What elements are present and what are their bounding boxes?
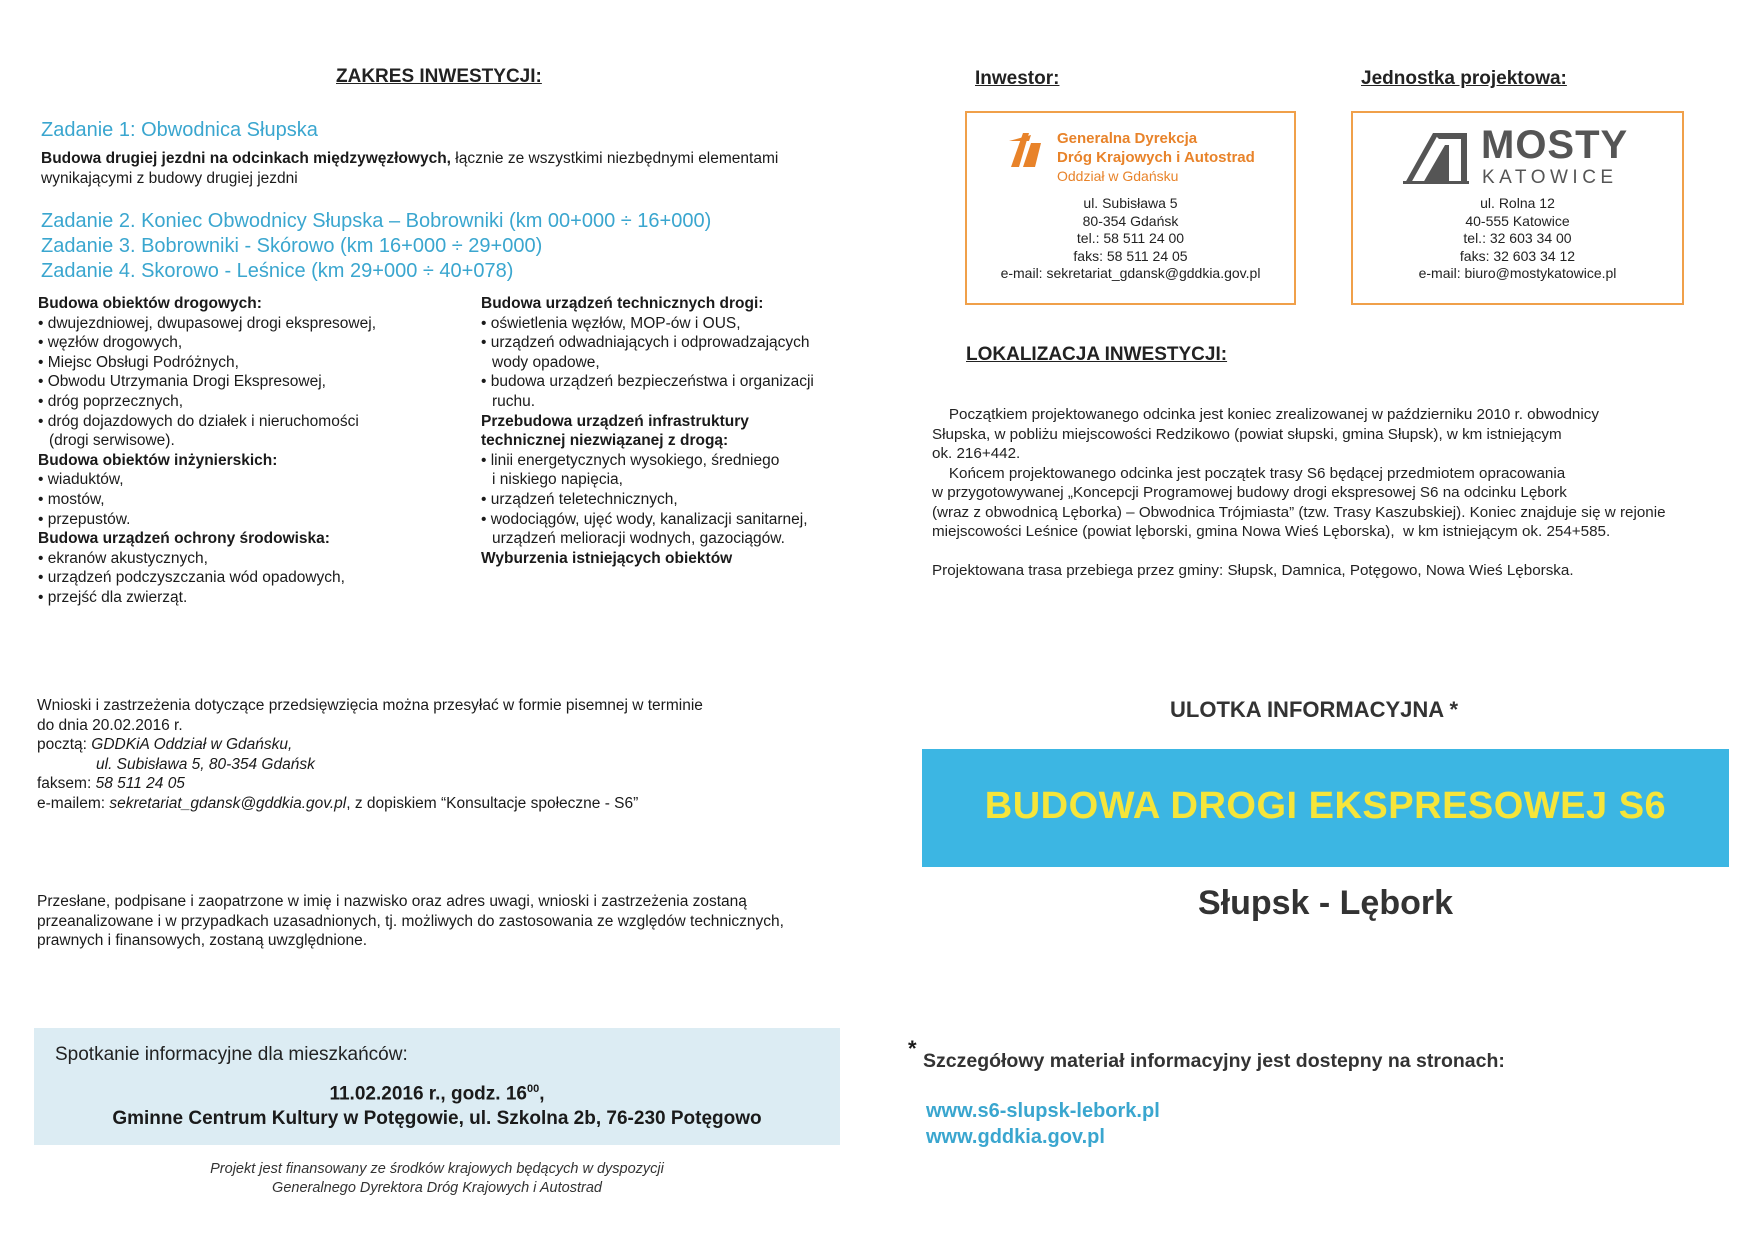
financing-note: Projekt jest finansowany ze środków krajowych będących w dyspozycji Generalnego Dyrektora Dróg Krajowych i Autostrad (210, 1161, 664, 1196)
list-item: Budowa obiektów drogowych: (38, 295, 262, 312)
location-line (932, 542, 1732, 562)
route-title: Słupsk - Lębork (1197, 884, 1454, 922)
list-item: • urządzeń teletechnicznych, (481, 490, 678, 508)
gddkia-logo-icon (1007, 129, 1045, 169)
list-item: • węzłów drogowych, (38, 334, 183, 352)
address-line: tel.: 58 511 24 00 (1076, 230, 1185, 246)
location-title: LOKALIZACJA INWESTYCJI: (966, 344, 1228, 365)
location-line: Słupska, w pobliżu miejscowości Redzikowo (powiat słupski, gmina Słupsk), w km istniejącym (932, 425, 1562, 443)
list-item: • dróg dojazdowych do działek i nieruchomości (38, 412, 359, 430)
location-line: Końcem projektowanego odcinka jest początek trasy S6 będącej przedmiotem opracowania (932, 464, 1566, 482)
banner (922, 749, 1729, 867)
location-line: Projektowana trasa przebiega przez gminy: Słupsk, Damnica, Potęgowo, Nowa Wieś Lęborska. (932, 562, 1574, 579)
list-item: • przejść dla zwierząt. (38, 588, 188, 606)
list-item: • ekranów akustycznych, (38, 549, 208, 567)
location-line: (wraz z obwodnicą Lęborka) – Obwodnica Trójmiasta” (tzw. Trasy Kaszubskiej). Koniec znajduje się w rejonie (932, 503, 1666, 521)
list-item: • wiaduktów, (38, 471, 124, 489)
location-description (932, 405, 1732, 581)
task4: Zadanie 4. Skorowo - Leśnice (km 29+000 ÷ 40+078) (41, 260, 514, 282)
objections-email: e-mailem: sekretariat_gdansk@gddkia.gov.pl, z dopiskiem “Konsultacje społeczne - S6” (37, 794, 639, 812)
location-line: ok. 216+442. (932, 445, 1021, 462)
gddkia-logo-text: Generalna Dyrekcja Dróg Krajowych i Autostrad Oddział w Gdańsku (1057, 130, 1255, 184)
location-line: Początkiem projektowanego odcinka jest koniec zrealizowanej w październiku 2010 r. obwodnicy (932, 406, 1599, 423)
list-item: i niskiego napięcia, (492, 471, 623, 489)
objections-post-address: ul. Subisława 5, 80-354 Gdańsk (96, 755, 315, 773)
investor-address (967, 195, 1294, 283)
list-item: wody opadowe, (492, 353, 600, 371)
list-item: • oświetlenia węzłów, MOP-ów i OUS, (481, 314, 741, 332)
designer-label: Jednostka projektowa: (1361, 68, 1567, 89)
link-s6-site[interactable]: www.s6-slupsk-lebork.pl (926, 1100, 1160, 1122)
address-line: e-mail: biuro@mostykatowice.pl (1418, 265, 1617, 281)
objections-fax: faksem: 58 511 24 05 (37, 775, 185, 792)
footnote-star: * (908, 1036, 917, 1061)
meeting-date: 11.02.2016 r., godz. $16^{00}$, (329, 1083, 545, 1105)
list-item: • linii energetycznych wysokiego, średniego (481, 451, 780, 469)
address-line: faks: 58 511 24 05 (1073, 247, 1188, 264)
designer-box (1351, 111, 1684, 305)
address-line: tel.: 32 603 34 00 (1463, 230, 1572, 246)
task1-desc-bold: Budowa drugiej jezdni na odcinkach międzywęzłowych, (41, 150, 451, 167)
mosty-logo-city: KATOWICE (1482, 167, 1618, 188)
task2: Zadanie 2. Koniec Obwodnicy Słupska – Bobrowniki (km 00+000 ÷ 16+000) (41, 210, 712, 232)
list-item: Budowa urządzeń technicznych drogi: (481, 295, 764, 312)
banner-title: BUDOWA DROGI EKSPRESOWEJ S6 (984, 785, 1667, 827)
links (926, 1098, 1160, 1150)
list-item: • urządzeń odwadniających i odprowadzających (481, 334, 810, 352)
investor-box (965, 111, 1296, 305)
technical-works-column (481, 294, 901, 568)
link-gddkia-site[interactable]: www.gddkia.gov.pl (926, 1126, 1105, 1148)
task1-description (41, 149, 841, 188)
task1-title: Zadanie 1: Obwodnica Słupska (41, 119, 318, 141)
task1-desc-rest: łącznie ze wszystkimi niezbędnymi elementami (450, 150, 779, 167)
details-note: Szczegółowy materiał informacyjny jest dostepny na stronach: (923, 1050, 1505, 1072)
list-item: • Obwodu Utrzymania Drogi Ekspresowej, (38, 373, 326, 391)
investor-label: Inwestor: (975, 68, 1060, 89)
meeting-box (34, 1028, 840, 1145)
meeting-title: Spotkanie informacyjne dla mieszkańców: (55, 1044, 408, 1065)
list-item: urządzeń melioracji wodnych, gazociągów. (492, 530, 785, 548)
tasks-list (41, 209, 711, 284)
address-line: 40-555 Katowice (1465, 212, 1570, 229)
list-item: Budowa urządzeń ochrony środowiska: (38, 530, 330, 548)
location-line: miejscowości Leśnice (powiat lęborski, gmina Nowa Wieś Lęborska), w km istniejącym ok. 254+585. (932, 523, 1611, 540)
list-item: • dróg poprzecznych, (38, 392, 184, 410)
objections-info (37, 696, 837, 813)
mosty-logo-icon (1403, 131, 1469, 185)
list-item: ruchu. (492, 392, 536, 410)
list-item: Przebudowa urządzeń infrastruktury (481, 412, 749, 430)
meeting-place: Gminne Centrum Kultury w Potęgowie, ul. Szkolna 2b, 76-230 Potęgowo (112, 1108, 762, 1129)
list-item: • Miejsc Obsługi Podróżnych, (38, 353, 239, 371)
mosty-logo-name: MOSTY (1481, 123, 1629, 167)
road-works-column (38, 294, 458, 608)
list-item: Wyburzenia istniejących obiektów (481, 549, 733, 567)
list-item: • wodociągów, ujęć wody, kanalizacji sanitarnej, (481, 510, 808, 528)
task3: Zadanie 3. Bobrowniki - Skórowo (km 16+000 ÷ 29+000) (41, 235, 543, 257)
scope-title: ZAKRES INWESTYCJI: (336, 66, 542, 87)
processing-info: Przesłane, podpisane i zaopatrzone w imię i nazwisko oraz adres uwagi, wnioski i zastrzeżenia zostaną przeanalizowane i w przypadkach uzasadnionych, tj. możliwych do zastosowania ze względów technicznych, prawnych i finansowych, zostaną uwzględnione. (37, 893, 784, 949)
address-line: e-mail: sekretariat_gdansk@gddkia.gov.pl (1000, 265, 1261, 281)
list-item: technicznej niezwiązanej z drogą: (481, 432, 729, 450)
task1-desc-line2: wynikającymi z budowy drugiej jezdni (41, 169, 298, 187)
designer-address (1353, 195, 1682, 283)
list-item: Budowa obiektów inżynierskich: (38, 451, 278, 469)
address-line: 80-354 Gdańsk (1082, 212, 1179, 229)
list-item: • przepustów. (38, 510, 131, 528)
objections-post: pocztą: GDDKiA Oddział w Gdańsku, (37, 736, 293, 753)
location-line: w przygotowywanej „Koncepcji Programowej budowy drogi ekspresowej S6 na odcinku Lębork (932, 484, 1567, 501)
objections-email-link[interactable]: sekretariat_gdansk@gddkia.gov.pl (109, 794, 347, 812)
address-line: ul. Subisława 5 (1083, 195, 1178, 211)
address-line: ul. Rolna 12 (1480, 195, 1555, 211)
leaflet-title: ULOTKA INFORMACYJNA * (1170, 697, 1459, 722)
objections-line1: Wnioski i zastrzeżenia dotyczące przedsięwzięcia można przesyłać w formie pisemnej w terminie (37, 697, 703, 714)
list-item: • urządzeń podczyszczania wód opadowych, (38, 569, 345, 587)
list-item: • budowa urządzeń bezpieczeństwa i organizacji (481, 373, 814, 391)
list-item: (drogi serwisowe). (49, 432, 175, 450)
address-line: faks: 32 603 34 12 (1459, 247, 1576, 264)
objections-deadline: do dnia 20.02.2016 r. (37, 716, 183, 734)
list-item: • mostów, (38, 490, 105, 508)
list-item: • dwujezdniowej, dwupasowej drogi ekspresowej, (38, 314, 376, 332)
